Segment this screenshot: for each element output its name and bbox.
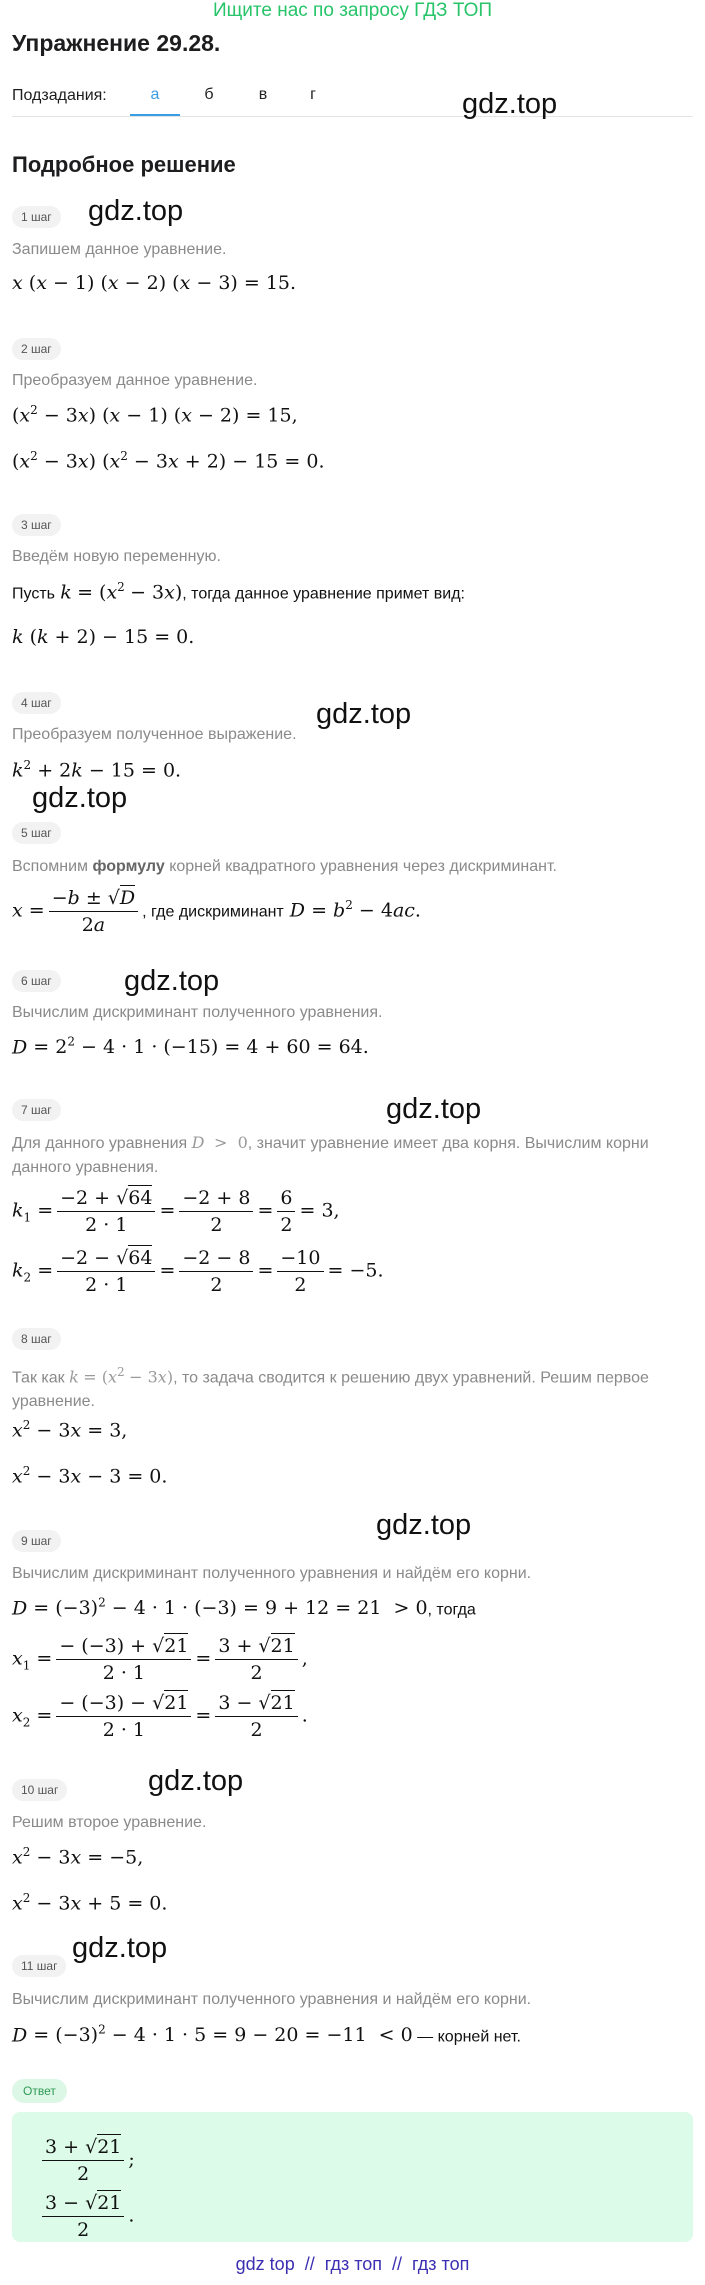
watermark: gdz.top: [88, 195, 184, 227]
text-let: Пусть: [12, 585, 55, 603]
watermark: gdz.top: [32, 782, 128, 814]
equation: $k_1$ = $\frac{-2 + √64}{2 \cdot 1}$ = $\frac{-2 + 8}{2}$ = $\frac{6}{2}$ = 3,: [12, 1187, 340, 1236]
equation: $D = 2^2 - 4 \cdot 1 \cdot (-15) = 4 + 60 = 64$.: [12, 1035, 369, 1059]
step-badge: 3 шаг: [12, 514, 61, 536]
subtasks-bar: [12, 82, 693, 117]
step-description: Вычислим дискриминант полученного уравнения и найдём его корни.: [12, 1991, 532, 2008]
equation: k (k + 2) − 15 = 0.: [12, 626, 195, 648]
watermark: gdz.top: [376, 1509, 472, 1541]
answer-value: $\frac{3 + √21}{2}$ ;: [38, 2134, 135, 2187]
step-badge: 11 шаг: [12, 1955, 66, 1977]
step-description: Вычислим дискриминант полученного уравнения.: [12, 1004, 383, 1021]
step-description: Вычислим дискриминант полученного уравнения и найдём его корни.: [12, 1565, 532, 1582]
step-badge: 5 шаг: [12, 822, 61, 844]
desc-part: , значит уравнение имеет два корня. Вычислим корни данного уравнения.: [12, 1135, 649, 1176]
equation: $x^2 - 3x - 3 = 0$.: [12, 1464, 168, 1488]
step-badge: 1 шаг: [12, 206, 61, 228]
answer-badge: Ответ: [12, 2079, 67, 2103]
equation: $x^2 - 3x = -5$,: [12, 1845, 144, 1869]
watermark: gdz.top: [462, 88, 558, 120]
equation: $D = (-3)^2 - 4 \cdot 1 \cdot 5 = 9 - 20 = -11 < 0$ — корней нет.: [12, 2023, 521, 2047]
step-badge: 2 шаг: [12, 338, 61, 360]
equation: $x^2 - 3x = 3$,: [12, 1418, 128, 1442]
step-description: Преобразуем данное уравнение.: [12, 372, 258, 389]
step-description: Введём новую переменную.: [12, 548, 221, 565]
subtask-tab-v[interactable]: в: [258, 86, 268, 103]
watermark: gdz.top: [124, 965, 220, 997]
text-then: , тогда: [427, 1601, 476, 1619]
step-description: Преобразуем полученное выражение.: [12, 726, 297, 743]
top-banner: Ищите нас по запросу ГДЗ ТОП: [212, 0, 493, 21]
formula-link[interactable]: формулу: [92, 858, 165, 875]
watermark: gdz.top: [316, 698, 412, 730]
equation: x (x − 1) (x − 2) (x − 3) = 15.: [12, 272, 297, 294]
step-badge: 7 шаг: [12, 1099, 61, 1121]
desc-part: корней квадратного уравнения через дискриминант.: [164, 858, 557, 875]
step-badge: 8 шаг: [12, 1328, 61, 1350]
desc-part: Для данного уравнения: [12, 1135, 188, 1152]
step-badge: 10 шаг: [12, 1779, 67, 1801]
step-description: Запишем данное уравнение.: [12, 241, 227, 258]
step-description: Для данного уравнения D > 0, значит уравнение имеет два корня. Вычислим корни данного уравнения.: [12, 1133, 649, 1176]
step-description: Решим второе уравнение.: [12, 1814, 207, 1831]
step-badge: 9 шаг: [12, 1530, 61, 1552]
footer: gdz top // гдз топ // гдз топ: [235, 2254, 470, 2274]
equation: $(x^2 - 3x) (x^2 - 3x + 2) - 15 = 0$.: [12, 449, 325, 473]
text-then: , тогда данное уравнение примет вид:: [182, 585, 465, 603]
step-badge: 4 шаг: [12, 692, 61, 714]
equation: $x_2$ = $\frac{- (-3) - √21}{2 \cdot 1}$ = $\frac{3 - √21}{2}$ .: [12, 1692, 308, 1741]
equation: $k^2 + 2k - 15 = 0$.: [12, 758, 182, 782]
step-description: Так как $k = (x^2 - 3x)$, то задача сводится к решению двух уравнений. Решим первое уравнение.: [12, 1365, 649, 1411]
subtask-tab-a[interactable]: а: [130, 82, 180, 116]
desc-part: , то задача сводится к решению двух уравнений. Решим первое уравнение.: [12, 1369, 649, 1411]
equation: $k_2$ = $\frac{-2 - √64}{2 \cdot 1}$ = $\frac{-2 - 8}{2}$ = $\frac{-10}{2}$ = −5.: [12, 1247, 384, 1296]
step-badge: 6 шаг: [12, 970, 61, 992]
desc-part: Вспомним: [12, 858, 93, 875]
watermark: gdz.top: [148, 1765, 244, 1797]
step-description: [12, 855, 693, 879]
watermark: gdz.top: [72, 1932, 168, 1964]
equation: Пусть $k = (x^2 - 3x)$, тогда данное уравнение примет вид:: [12, 580, 465, 604]
answer-value: $\frac{3 - √21}{2}$ .: [38, 2190, 134, 2243]
answer-box: [12, 2112, 693, 2242]
text-where: , где дискриминант: [142, 903, 284, 921]
text-result: — корней нет.: [412, 2028, 521, 2046]
equation: $x_1$ = $\frac{- (-3) + √21}{2 \cdot 1}$ = $\frac{3 + √21}{2}$ ,: [12, 1635, 308, 1684]
subtask-tab-b[interactable]: б: [204, 86, 214, 103]
equation: $(x^2 - 3x) (x - 1) (x - 2) = 15$,: [12, 403, 298, 427]
subtask-tab-g[interactable]: г: [310, 86, 316, 103]
desc-part: Так как: [12, 1369, 65, 1387]
watermark: gdz.top: [386, 1093, 482, 1125]
equation: $D = (-3)^2 - 4 \cdot 1 \cdot (-3) = 9 + 12 = 21 > 0$, тогда: [12, 1596, 476, 1620]
page-title: Упражнение 29.28.: [12, 30, 221, 56]
equation: $x^2 - 3x + 5 = 0$.: [12, 1891, 168, 1915]
section-title: Подробное решение: [12, 152, 236, 177]
equation: x = $\frac{-b \pm √D}{2a}$ , где дискриминант $D = b^2 - 4ac$.: [12, 887, 421, 936]
subtasks-label: Подзадания:: [12, 87, 107, 104]
